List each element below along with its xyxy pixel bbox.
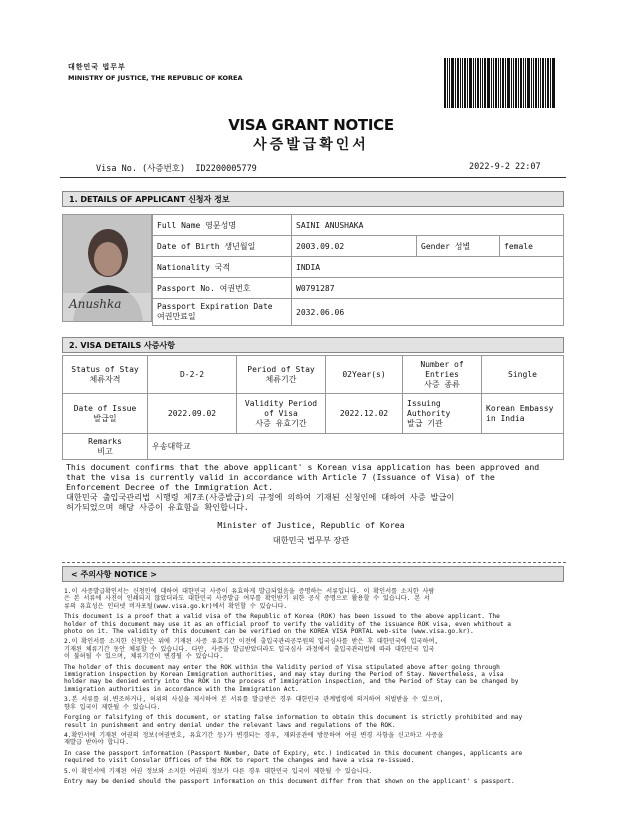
applicant-details-table bbox=[152, 214, 564, 326]
validity-value: 2022.12.02 bbox=[326, 394, 403, 434]
period-label-en: Period of Stay bbox=[247, 364, 315, 374]
notice-3-ko-1: 3.본 서류를 위.변조하거나, 허위의 사실을 제시하여 본 서류를 발급받은 경우 대한민국 관계법령에 의거하여 처벌받을 수 있으며, bbox=[64, 696, 444, 704]
barcode-bar bbox=[500, 58, 501, 108]
notice-2-ko-2: 기재된 체류기간 동안 체류할 수 있습니다. 다만, 사증을 발급받았더라도 입국심사 과정에서 출입국관리법에 따라 대한민국 입국 bbox=[64, 645, 435, 653]
barcode-bar bbox=[545, 58, 546, 108]
barcode-bar bbox=[527, 58, 530, 108]
barcode-bar bbox=[457, 58, 459, 108]
barcode-bar bbox=[520, 58, 522, 108]
notice-2-ko-1: 2.이 확인서를 소지한 신청인은 위에 기재된 사증 유효기간 이전에 출입국관리공무원의 입국심사를 받은 후 대한민국에 입국하여, bbox=[64, 638, 439, 646]
notice-2-en-1: The holder of this document may enter the ROK within the Validity period of Visa stipulated above after going through bbox=[64, 663, 500, 671]
barcode-bar bbox=[480, 58, 481, 108]
remarks-label-ko: 비고 bbox=[97, 446, 113, 456]
authority-value-1: Korean Embassy bbox=[486, 403, 554, 413]
entries-label bbox=[403, 356, 482, 394]
document-title-korean: 사증발급확인서 bbox=[253, 137, 369, 153]
barcode-bar bbox=[547, 58, 549, 108]
barcode-bar bbox=[444, 58, 446, 108]
passport-exp-label-ko: 여권만료일 bbox=[157, 312, 196, 321]
barcode-bar bbox=[531, 58, 532, 108]
confirmation-ko-line-1: 대한민국 출입국관리법 시행령 제7조(사증발급)의 규정에 의하여 기재된 신청인에 대하여 사증 발급이 bbox=[66, 492, 455, 502]
issued-datetime: 2022-9-2 22:07 bbox=[469, 162, 541, 172]
barcode-bar bbox=[525, 58, 526, 108]
notice-1-en-2: holder of this document may use it as an official proof to verify the validity of the issuance ROK visa, even whithout a bbox=[64, 620, 512, 628]
barcode-bar bbox=[513, 58, 514, 108]
authority-label-en-1: Issuing bbox=[407, 398, 441, 408]
authority-label-en-2: Authority bbox=[407, 408, 451, 418]
notice-divider bbox=[62, 562, 566, 563]
period-label bbox=[237, 356, 326, 394]
barcode-bar bbox=[467, 58, 468, 108]
ministry-name-korean: 대한민국 법무부 bbox=[68, 63, 126, 71]
document-title-english: VISA GRANT NOTICE bbox=[228, 116, 394, 134]
passport-exp-label-en: Passport Expiration Date bbox=[157, 302, 273, 311]
entries-label-en-1: Number of bbox=[420, 359, 464, 369]
barcode-bar bbox=[447, 58, 448, 108]
visa-number-label: Visa No. (사증번호) bbox=[96, 164, 186, 174]
validity-label bbox=[237, 394, 326, 434]
remarks-label bbox=[63, 434, 148, 460]
remarks-value: 우송대학교 bbox=[148, 434, 564, 460]
barcode-bar bbox=[550, 58, 551, 108]
minister-ko: 대한민국 법무부 장관 bbox=[272, 535, 350, 545]
visa-details-table bbox=[62, 355, 564, 460]
status-label bbox=[63, 356, 148, 394]
barcode-bar bbox=[493, 58, 494, 108]
notice-5-en-1: Entry may be denied should the passport information on this document differ from that shown on the applicant' s passport. bbox=[64, 777, 515, 785]
applicant-photo bbox=[62, 214, 152, 322]
barcode-bar bbox=[484, 58, 486, 108]
notice-1-ko-2: 은 본 서류에 사진이 인쇄되지 않았더라도 대한민국 사증발급 여부를 확인받기 위한 공식 증명으로 활용할 수 있습니다. 본 서 bbox=[64, 595, 430, 603]
barcode-bar bbox=[464, 58, 466, 108]
passport-no-value: W0791287 bbox=[292, 278, 564, 299]
validity-label-en-1: Validity Period bbox=[244, 398, 318, 408]
notice-body bbox=[64, 588, 562, 785]
notice-2-en-2: immigration inspection by Korean Immigration authorities, and may stay during the Period of Stay. Nevertheless, a visa bbox=[64, 671, 504, 679]
status-label-en: Status of Stay bbox=[71, 364, 139, 374]
visa-number-line bbox=[96, 162, 257, 174]
passport-no-label: Passport No. 여권번호 bbox=[153, 278, 292, 299]
barcode-bar bbox=[462, 58, 463, 108]
issue-date-label-ko: 발급일 bbox=[93, 413, 117, 423]
barcode-bar bbox=[518, 58, 519, 108]
entries-label-en-2: Entries bbox=[425, 369, 459, 379]
authority-label bbox=[403, 394, 482, 434]
barcode-bar bbox=[477, 58, 479, 108]
signature: Anushka bbox=[69, 297, 122, 311]
visa-number-value: ID2200005779 bbox=[195, 164, 257, 174]
validity-label-en-2: of Visa bbox=[264, 408, 298, 418]
barcode-bar bbox=[491, 58, 492, 108]
barcode-bar bbox=[542, 58, 544, 108]
barcode-bar bbox=[502, 58, 504, 108]
notice-1-en-1: This document is a proof that a valid visa of the Republic of Korea (ROK) has been issued to the above applicant. The bbox=[64, 613, 500, 621]
barcode-bar bbox=[533, 58, 534, 108]
barcode-bar bbox=[538, 58, 539, 108]
entries-label-ko: 사증 종류 bbox=[424, 379, 460, 389]
issue-date-label-en: Date of Issue bbox=[73, 403, 137, 413]
notice-4-en-2: required to visit Consular Offices of the ROK to report the changes and have a visa re-issued. bbox=[64, 757, 415, 765]
notice-1-ko-1: 1.이 사증발급확인서는 신청인에 대하여 대한민국 사증이 유효하게 발급되었음을 증명하는 서류입니다. 이 확인서를 소지한 사람 bbox=[64, 588, 435, 595]
nationality-label: Nationality 국적 bbox=[153, 257, 292, 278]
barcode-bar bbox=[540, 58, 541, 108]
full-name-label: Full Name 영문성명 bbox=[153, 215, 292, 236]
authority-value-2: in India bbox=[486, 413, 525, 423]
barcode-bar bbox=[505, 58, 506, 108]
section-visa-heading: 2. VISA DETAILS 사증사항 bbox=[62, 337, 564, 353]
barcode-bar bbox=[487, 58, 490, 108]
issue-date-label bbox=[63, 394, 148, 434]
passport-exp-value: 2032.06.06 bbox=[292, 299, 564, 326]
notice-4-en-1: In case the passport information (Passport Number, Date of Expiry, etc.) indicated in this document changes, applicants are bbox=[64, 749, 523, 757]
barcode-bar bbox=[451, 58, 454, 108]
dob-label: Date of Birth 생년월일 bbox=[153, 236, 292, 257]
validity-label-ko: 사증 유효기간 bbox=[255, 418, 307, 428]
nationality-value: INDIA bbox=[292, 257, 564, 278]
barcode-bar bbox=[473, 58, 474, 108]
notice-3-en-2: result in punishment and entry denial under the relevant laws and regulations of the ROK. bbox=[64, 721, 396, 729]
notice-4-ko-1: 4.확인서에 기재된 여권의 정보(여권번호, 유효기간 등)가 변경되는 경우, 재외공관에 방문하여 여권 변경 사항을 신고하고 사증을 bbox=[64, 731, 444, 739]
confirmation-ko-line-2: 허가되었으며 해당 사증이 유효함을 확인합니다. bbox=[66, 502, 249, 512]
notice-5-ko-1: 5.이 확인서에 기재된 여권 정보와 소지한 여권의 정보가 다른 경우 대한민국 입국이 제한될 수 있습니다. bbox=[64, 767, 373, 775]
barcode-bar bbox=[482, 58, 483, 108]
period-value: 02Year(s) bbox=[326, 356, 403, 394]
notice-3-en-1: Forging or falsifying of this document, or stating false information to obtain this document is strictly prohibited and may bbox=[64, 714, 523, 722]
barcode-bar bbox=[511, 58, 512, 108]
confirmation-paragraph bbox=[66, 462, 562, 512]
confirmation-en-line-2: that the visa is currently valid in accordance with Article 7 (Issuance of Visa) of the bbox=[66, 472, 495, 482]
notice-4-ko-2: 재발급 받아야 합니다. bbox=[64, 739, 129, 747]
status-label-ko: 체류자격 bbox=[89, 374, 121, 384]
full-name-value: SAINI ANUSHAKA bbox=[292, 215, 564, 236]
section-applicant-heading: 1. DETAILS OF APPLICANT 신청자 정보 bbox=[62, 191, 564, 207]
barcode-image bbox=[444, 58, 564, 108]
barcode-bar bbox=[455, 58, 456, 108]
barcode-bar bbox=[535, 58, 537, 108]
ministry-name-english: MINISTRY OF JUSTICE, THE REPUBLIC OF KOREA bbox=[68, 74, 243, 82]
entries-value: Single bbox=[482, 356, 564, 394]
remarks-label-en: Remarks bbox=[88, 436, 122, 446]
passport-exp-label bbox=[153, 299, 292, 326]
notice-2-en-3: holder may be denied entry into the ROK in the process of immigration inspection, and the Period of Stay can be changed by bbox=[64, 678, 519, 686]
confirmation-en-line-1: This document confirms that the above applicant' s Korean visa application has been approved and bbox=[66, 462, 540, 472]
barcode-bar bbox=[495, 58, 497, 108]
barcode-bar bbox=[469, 58, 472, 108]
authority-value bbox=[482, 394, 564, 434]
authority-label-ko: 발급 기관 bbox=[407, 418, 443, 428]
barcode-bar bbox=[552, 58, 555, 108]
barcode-bar bbox=[460, 58, 461, 108]
notice-2-ko-3: 이 불허될 수 있으며, 체류기간이 변경될 수 있습니다. bbox=[64, 653, 224, 661]
confirmation-en-line-3: Enforcement Decree of the Immigration Act. bbox=[66, 482, 274, 492]
notice-1-en-3: photo on it. The validity of this document can be verified on the KOREA VISA PORTAL web-site (www.visa.go.kr). bbox=[64, 628, 474, 636]
barcode-bar bbox=[507, 58, 510, 108]
gender-value: female bbox=[500, 236, 564, 257]
notice-1-ko-3: 류의 유효성은 인터넷 비자포털(www.visa.go.kr)에서 확인할 수 있습니다. bbox=[64, 602, 288, 610]
barcode-bar bbox=[498, 58, 499, 108]
barcode-bar bbox=[475, 58, 476, 108]
notice-3-ko-2: 향후 입국이 제한될 수 있습니다. bbox=[64, 703, 161, 711]
issue-date-value: 2022.09.02 bbox=[148, 394, 237, 434]
header-divider bbox=[60, 177, 566, 178]
period-label-ko: 체류기간 bbox=[265, 374, 297, 384]
notice-2-en-4: immigration authorities in accordance with the Immigration Act. bbox=[64, 685, 299, 693]
minister-en: Minister of Justice, Republic of Korea bbox=[217, 520, 405, 530]
barcode-bar bbox=[515, 58, 517, 108]
status-value: D-2-2 bbox=[148, 356, 237, 394]
dob-value: 2003.09.02 bbox=[292, 236, 417, 257]
barcode-bar bbox=[449, 58, 450, 108]
barcode-bar bbox=[523, 58, 524, 108]
notice-heading: < 주의사항 NOTICE > bbox=[62, 566, 564, 582]
gender-label: Gender 성별 bbox=[417, 236, 500, 257]
